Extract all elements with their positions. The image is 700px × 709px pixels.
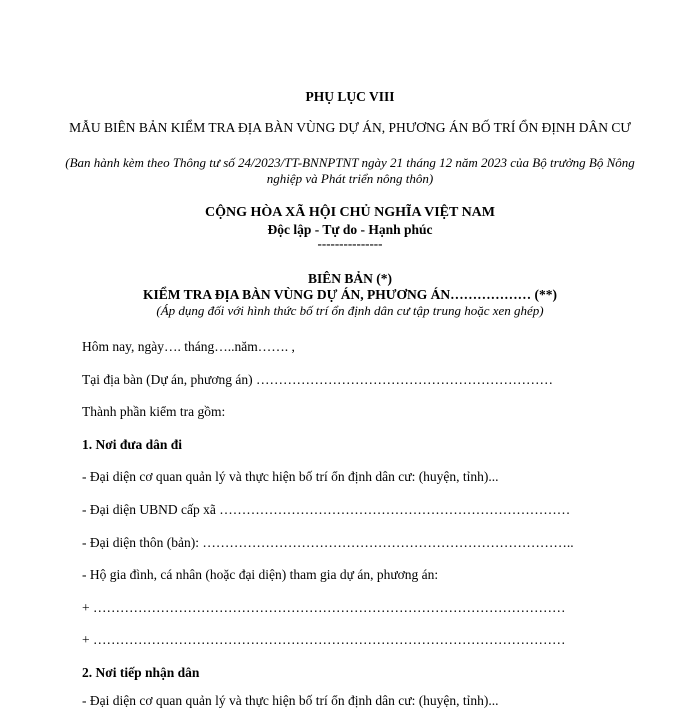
location-line: Tại địa bàn (Dự án, phương án) ………………………………………………………… bbox=[82, 372, 553, 387]
section-1-plus-line-2: + …………………………………………………………………………………………… bbox=[82, 632, 566, 647]
section-1-item-village: - Đại diện thôn (bản): ……………………………………………………………………….. bbox=[82, 535, 574, 550]
section-1-item-households: - Hộ gia đình, cá nhân (hoặc đại diện) tham gia dự án, phương án: bbox=[82, 567, 439, 582]
date-line: Hôm nay, ngày…. tháng…..năm……. , bbox=[82, 339, 295, 354]
motto-underline: --------------- bbox=[317, 236, 383, 251]
section-1-item-management: - Đại diện cơ quan quản lý và thực hiện bố trí ổn định dân cư: (huyện, tỉnh)... bbox=[82, 469, 499, 484]
national-title: CỘNG HÒA XÃ HỘI CHỦ NGHĨA VIỆT NAM bbox=[204, 205, 495, 220]
issued-note: (Ban hành kèm theo Thông tư số 24/2023/TT-BNNPTNT ngày 21 tháng 12 năm 2023 của Bộ trưởng Bộ Nông nghiệp và Phát triển nông thôn) bbox=[65, 155, 635, 186]
record-subtitle: KIỂM TRA ĐỊA BÀN VÙNG DỰ ÁN, PHƯƠNG ÁN……………… (**) bbox=[142, 287, 557, 302]
section-1-heading: 1. Nơi đưa dân đi bbox=[82, 437, 182, 452]
form-title: MẪU BIÊN BẢN KIỂM TRA ĐỊA BÀN VÙNG DỰ ÁN, PHƯƠNG ÁN BỐ TRÍ ỔN ĐỊNH DÂN CƯ bbox=[69, 120, 631, 135]
national-motto: Độc lập - Tự do - Hạnh phúc bbox=[267, 222, 433, 237]
appendix-title: PHỤ LỤC VIII bbox=[305, 89, 395, 104]
section-1-plus-line-1: + …………………………………………………………………………………………… bbox=[82, 600, 566, 615]
section-2-heading: 2. Nơi tiếp nhận dân bbox=[82, 665, 200, 680]
members-line: Thành phần kiểm tra gồm: bbox=[82, 404, 226, 419]
record-title: BIÊN BẢN (*) bbox=[307, 271, 392, 286]
section-1-item-commune: - Đại diện UBND cấp xã …………………………………………………………………… bbox=[82, 502, 571, 517]
section-2-item-management: - Đại diện cơ quan quản lý và thực hiện bố trí ổn định dân cư: (huyện, tỉnh)... bbox=[82, 693, 499, 708]
record-applies-note: (Áp dụng đối với hình thức bố trí ổn định dân cư tập trung hoặc xen ghép) bbox=[156, 303, 544, 318]
